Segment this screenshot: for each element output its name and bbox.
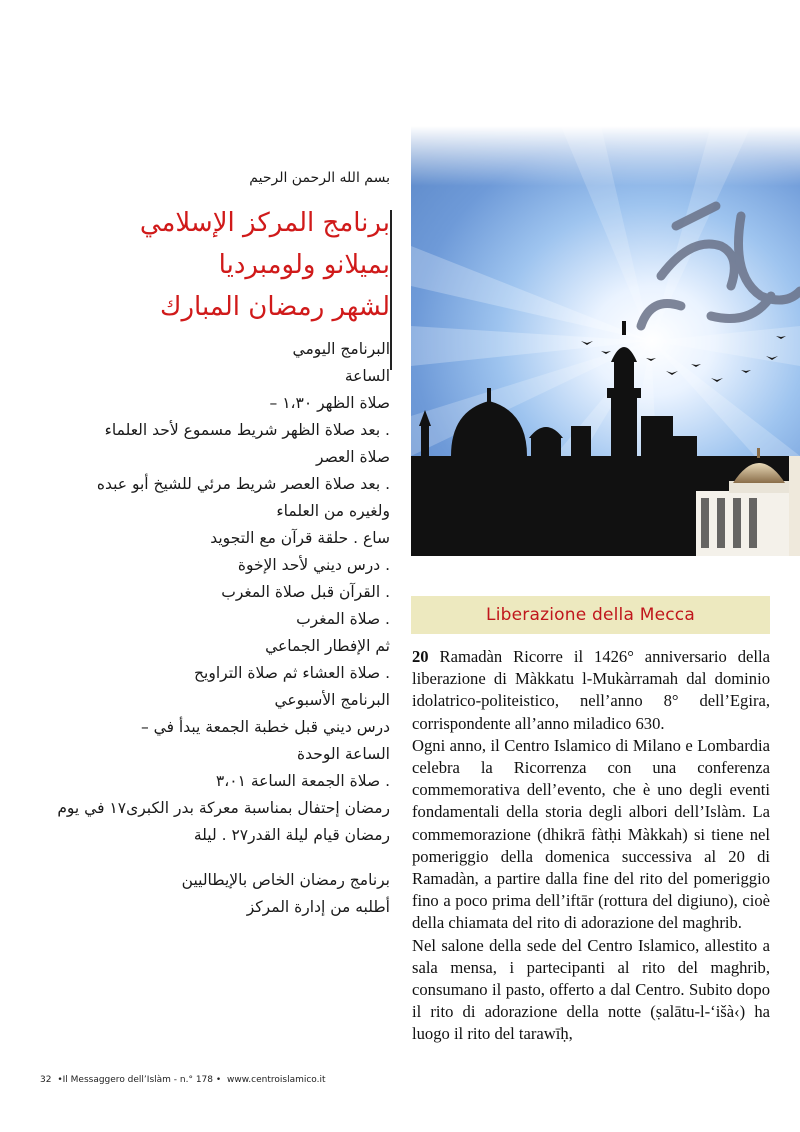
website-link[interactable]: www.centroislamico.it bbox=[227, 1075, 326, 1085]
article-paragraph bbox=[412, 646, 770, 735]
title-rule bbox=[390, 210, 392, 370]
schedule-item: ولغيره من العلماء bbox=[276, 502, 390, 520]
basmala: بسم الله الرحمن الرحيم bbox=[249, 170, 390, 186]
spacer bbox=[40, 849, 390, 867]
magazine-name: •Il Messaggero dell’Islàm - n.° 178 • bbox=[57, 1075, 222, 1085]
page-number: 32 bbox=[40, 1075, 52, 1085]
schedule-item: . صلاة العشاء ثم صلاة التراويح bbox=[194, 664, 390, 682]
hero-illustration bbox=[411, 126, 800, 556]
schedule-item: البرنامج الأسبوعي bbox=[274, 691, 390, 709]
schedule-item: ثم الإفطار الجماعي bbox=[265, 637, 390, 655]
calligraphy-icon bbox=[641, 206, 800, 326]
article-dropcap: 20 bbox=[412, 647, 429, 666]
arabic-title-line-1: برنامج المركز الإسلامي bbox=[139, 208, 390, 238]
schedule-item: . صلاة المغرب bbox=[296, 610, 390, 628]
arabic-title-line-3: لشهر رمضان المبارك bbox=[160, 292, 390, 322]
schedule-item: صلاة العصر bbox=[316, 448, 390, 466]
article-paragraph: Nel salone della sede del Centro Islamico, allestito a sala mensa, i partecipanti al rito del maghrib, consumano il pasto, offerto a dal Centro. Subito dopo il rito di adorazione della notte (ṣalātu-l-‘išà‹) ha luogo il rito del tarawīḥ, bbox=[412, 935, 770, 1044]
hero-fade bbox=[411, 126, 800, 186]
schedule-item: ساع . حلقة قرآن مع التجويد bbox=[210, 529, 390, 547]
schedule-item: . بعد صلاة العصر شريط مرئي للشيخ أبو عبده bbox=[96, 475, 390, 493]
schedule-item: . بعد صلاة الظهر شريط مسموع لأحد العلماء bbox=[104, 421, 390, 439]
arabic-note-line: أطلبه من إدارة المركز bbox=[246, 898, 390, 916]
arabic-schedule-list bbox=[40, 336, 390, 921]
ramadan-hero-image bbox=[411, 126, 800, 556]
schedule-item: البرنامج اليومي bbox=[292, 340, 390, 358]
arabic-title-line-2: بميلانو ولومبرديا bbox=[218, 250, 390, 280]
schedule-item: . القرآن قبل صلاة المغرب bbox=[221, 583, 390, 601]
schedule-item: . درس ديني لأحد الإخوة bbox=[237, 556, 390, 574]
article-paragraph-text: Ramadàn Ricorre il 1426° anniversario della liberazione di Màkkatu l-Mukàrramah dal dominio idolatrico-politeistico, nell’anno 8° dell’Egira, corrispondente all’anno miladico 630. bbox=[412, 647, 770, 733]
page-footer bbox=[40, 1075, 329, 1085]
schedule-item: رمضان قيام ليلة القدر٢٧ . ليلة bbox=[193, 826, 390, 844]
schedule-item: الساعة bbox=[344, 367, 390, 385]
article-body bbox=[412, 646, 770, 1046]
arabic-note-line: برنامج رمضان الخاص بالإيطاليين bbox=[181, 871, 390, 889]
schedule-item: . صلاة الجمعة الساعة ٣،٠١ bbox=[215, 772, 390, 790]
schedule-item: رمضان إحتفال بمناسبة معركة بدر الكبرى١٧ في يوم bbox=[57, 799, 390, 817]
schedule-item: الساعة الوحدة bbox=[297, 745, 390, 763]
arabic-column bbox=[40, 166, 390, 921]
schedule-item: درس ديني قبل خطبة الجمعة يبدأ في – bbox=[140, 718, 390, 736]
section-heading: Liberazione della Mecca bbox=[486, 605, 695, 625]
section-heading-band bbox=[411, 596, 770, 634]
schedule-item: صلاة الظهر ١،٣٠ – bbox=[269, 394, 390, 412]
article-paragraph: Ogni anno, il Centro Islamico di Milano e Lombardia celebra la Ricorrenza con una conferenza commemorativa dell’evento, che è uno degli eventi fondamentali della storia degli albori dell’Islàm. La commemorazione (dhikrā fàtḥi Màkkah) si tiene nel pomeriggio della domenica successiva al 20 di Ramadàn, a partire dalla fine del rito del pomeriggio fino a poco prima dell’iftār (rottura del digiuno), cioè della chiamata del rito di adorazione del maghrib. bbox=[412, 735, 770, 933]
